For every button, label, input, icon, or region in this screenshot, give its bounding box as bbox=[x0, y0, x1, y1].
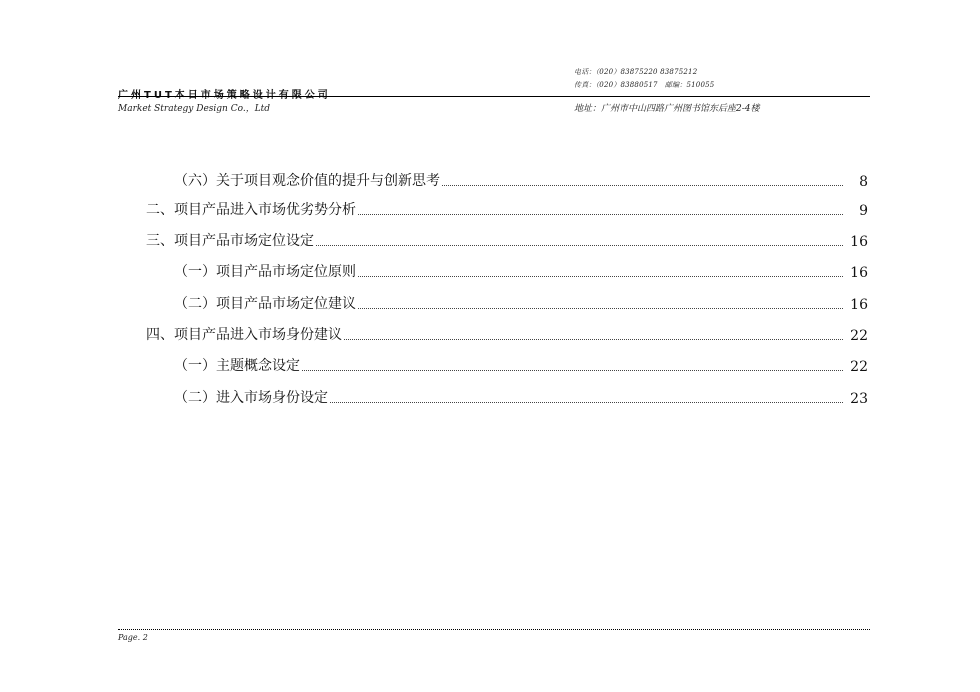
page-number: Page. 2 bbox=[118, 633, 148, 642]
toc-leader-dots bbox=[358, 308, 843, 309]
toc-entry[interactable] bbox=[0, 355, 980, 375]
header-tel: 电话：（020）83875220 83875212 bbox=[574, 68, 698, 76]
toc-leader-dots bbox=[330, 402, 843, 403]
toc-leader-dots bbox=[358, 214, 843, 215]
toc-entry[interactable] bbox=[0, 387, 980, 407]
header-address: 地址：广州市中山四路广州图书馆东后座2-4楼 bbox=[574, 104, 760, 114]
toc-entry-page: 23 bbox=[850, 391, 868, 407]
header-divider bbox=[118, 96, 870, 97]
toc-entry-page: 9 bbox=[859, 203, 868, 219]
toc-leader-dots bbox=[316, 245, 843, 246]
toc-entry-text: 三、项目产品市场定位设定 bbox=[146, 233, 314, 249]
toc-leader-dots bbox=[302, 370, 843, 371]
toc-entry-text: （二）进入市场身份设定 bbox=[174, 390, 328, 406]
toc-entry-page: 16 bbox=[850, 265, 868, 281]
toc-entry[interactable] bbox=[0, 230, 980, 250]
toc-entry-page: 22 bbox=[850, 359, 868, 375]
toc-entry-text: （一）主题概念设定 bbox=[174, 358, 300, 374]
toc-leader-dots bbox=[442, 185, 843, 186]
toc-entry-page: 22 bbox=[850, 328, 868, 344]
footer-divider bbox=[118, 629, 870, 630]
company-name: 广州TUT本日市场策略设计有限公司 bbox=[118, 90, 331, 101]
toc-entry-text: 二、项目产品进入市场优劣势分析 bbox=[146, 202, 356, 218]
toc-entry-text: （二）项目产品市场定位建议 bbox=[174, 296, 356, 312]
toc-leader-dots bbox=[358, 276, 843, 277]
toc-entry[interactable] bbox=[0, 170, 980, 190]
header-fax: 传真：（020）83880517 邮编：510055 bbox=[574, 81, 715, 89]
toc-entry-page: 16 bbox=[850, 234, 868, 250]
company-name-en: Market Strategy Design Co.，Ltd bbox=[118, 104, 271, 114]
toc-entry-page: 8 bbox=[859, 174, 868, 190]
toc-leader-dots bbox=[344, 339, 843, 340]
toc-entry-text: （六）关于项目观念价值的提升与创新思考 bbox=[174, 173, 440, 189]
toc-entry[interactable] bbox=[0, 324, 980, 344]
toc-entry[interactable] bbox=[0, 261, 980, 281]
toc-entry-text: （一）项目产品市场定位原则 bbox=[174, 264, 356, 280]
toc-entry-text: 四、项目产品进入市场身份建议 bbox=[146, 327, 342, 343]
toc-entry[interactable] bbox=[0, 199, 980, 219]
toc-entry-page: 16 bbox=[850, 297, 868, 313]
toc-entry[interactable] bbox=[0, 293, 980, 313]
